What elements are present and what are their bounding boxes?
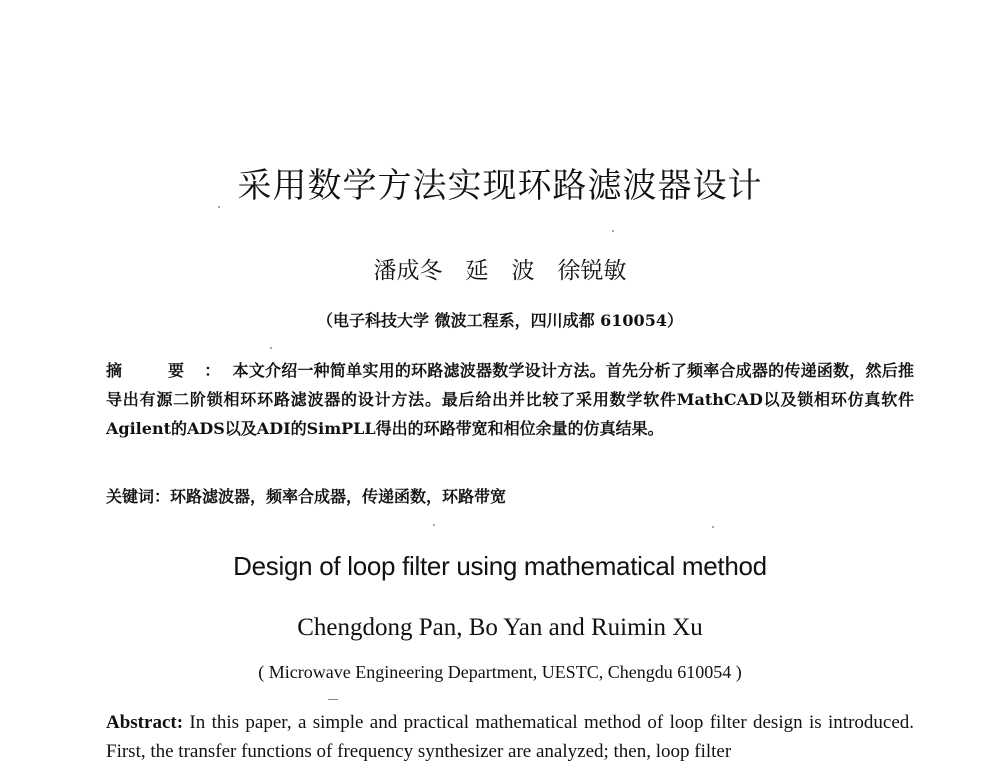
paper-title-chinese: 采用数学方法实现环路滤波器设计 [237, 166, 763, 206]
abstract-english [106, 708, 914, 766]
keywords-chinese [106, 484, 914, 507]
abstract-text-english: In this paper, a simple and practical mathematical method of loop filter design is introduced. First, the transfer functions of frequency synthesizer are analyzed; then, loop filter [106, 712, 915, 762]
keywords-text-chinese: 环路滤波器，频率合成器，传递函数，环路带宽 [170, 487, 507, 506]
abstract-label-chinese: 摘 要： [106, 361, 241, 380]
scan-speck [612, 230, 614, 232]
scan-speck [218, 206, 220, 208]
affiliation-english: ( Microwave Engineering Department, UESTC, Chengdu 610054 ) [258, 662, 742, 682]
scan-speck [712, 526, 714, 528]
scan-speck [433, 524, 435, 526]
scan-speck [328, 699, 338, 700]
authors-chinese: 潘成冬 延 波 徐锐敏 [373, 258, 627, 284]
affiliation-chinese: （电子科技大学 微波工程系，四川成都 610054） [317, 311, 683, 330]
authors-english: Chengdong Pan, Bo Yan and Ruimin Xu [297, 614, 703, 641]
scan-speck [270, 347, 272, 349]
keywords-label-chinese: 关键词： [106, 487, 171, 506]
abstract-chinese [106, 356, 914, 443]
paper-title-english: Design of loop filter using mathematical method [233, 551, 767, 581]
abstract-label-english: Abstract: [106, 712, 184, 733]
abstract-text-chinese: 本文介绍一种简单实用的环路滤波器数学设计方法。首先分析了频率合成器的传递函数，然后推导出有源二阶锁相环环路滤波器的设计方法。最后给出并比较了采用数学软件MathCAD以及锁相环仿真软件Agilent的ADS以及ADI的SimPLL得出的环路带宽和相位余量的仿真结果。 [106, 361, 914, 438]
